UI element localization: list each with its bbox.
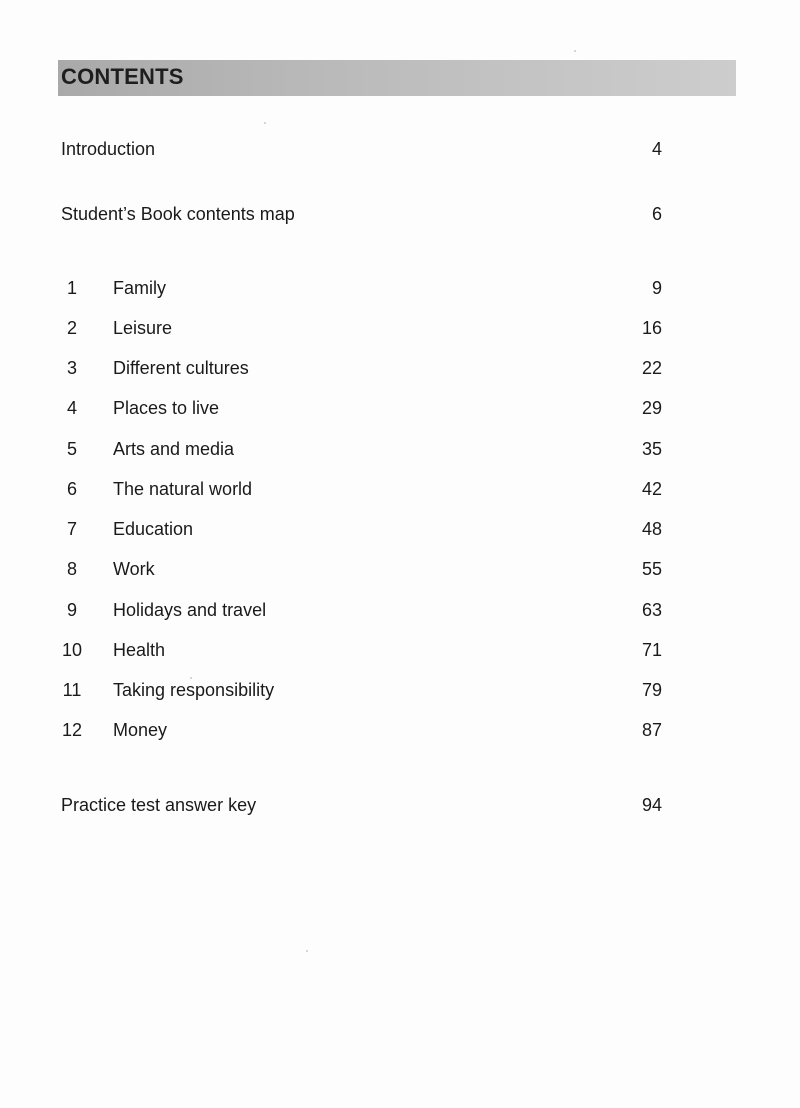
scan-speck xyxy=(574,50,576,52)
contents-header-bar xyxy=(58,60,736,96)
chapter-number: 10 xyxy=(61,640,83,660)
chapter-page: 16 xyxy=(641,318,662,338)
toc-chapter-row xyxy=(0,436,800,462)
chapter-page: 22 xyxy=(641,358,662,378)
chapter-title: Money xyxy=(113,720,168,740)
chapter-page: 9 xyxy=(651,278,662,298)
toc-entry-page: 94 xyxy=(641,795,662,815)
toc-chapter-row xyxy=(0,476,800,502)
toc-entry-page: 6 xyxy=(651,204,662,224)
scan-speck xyxy=(190,677,192,679)
chapter-page: 87 xyxy=(641,720,662,740)
chapter-number: 9 xyxy=(66,600,77,620)
toc-chapter-row xyxy=(0,275,800,301)
toc-chapter-row xyxy=(0,355,800,381)
toc-entry-label: Practice test answer key xyxy=(61,795,257,815)
chapter-number: 12 xyxy=(61,720,83,740)
chapter-page: 55 xyxy=(641,559,662,579)
scan-speck xyxy=(264,122,266,124)
toc-entry-introduction xyxy=(0,136,800,162)
chapter-number: 3 xyxy=(66,358,77,378)
toc-chapter-row xyxy=(0,395,800,421)
chapter-title: The natural world xyxy=(113,479,253,499)
chapter-page: 71 xyxy=(641,640,662,660)
chapter-title: Different cultures xyxy=(113,358,249,378)
chapter-page: 42 xyxy=(641,479,662,499)
toc-chapter-row xyxy=(0,315,800,341)
page-title: CONTENTS xyxy=(61,64,184,89)
chapter-number: 6 xyxy=(66,479,77,499)
toc-chapter-row xyxy=(0,637,800,663)
chapter-title: Education xyxy=(113,519,194,539)
chapter-number: 11 xyxy=(62,680,82,700)
chapter-number: 5 xyxy=(66,439,77,459)
chapter-title: Leisure xyxy=(113,318,173,338)
toc-chapter-row xyxy=(0,677,800,703)
chapter-title: Taking responsibility xyxy=(113,680,275,700)
toc-entry-label: Introduction xyxy=(61,139,156,159)
toc-chapter-row xyxy=(0,717,800,743)
chapter-title: Arts and media xyxy=(113,439,235,459)
chapter-page: 35 xyxy=(641,439,662,459)
chapter-page: 29 xyxy=(641,398,662,418)
chapter-title: Holidays and travel xyxy=(113,600,267,620)
chapter-title: Places to live xyxy=(113,398,220,418)
chapter-number: 2 xyxy=(66,318,77,338)
scan-speck xyxy=(306,950,308,952)
chapter-number: 7 xyxy=(66,519,77,539)
chapter-title: Family xyxy=(113,278,166,298)
chapter-page: 48 xyxy=(641,519,662,539)
toc-chapter-row xyxy=(0,597,800,623)
toc-chapter-row xyxy=(0,516,800,542)
chapter-number: 4 xyxy=(66,398,77,418)
toc-entry-label: Student’s Book contents map xyxy=(61,204,295,224)
toc-entry-contents-map xyxy=(0,201,800,227)
chapter-page: 79 xyxy=(641,680,662,700)
toc-entry-answer-key xyxy=(0,792,800,818)
chapter-title: Health xyxy=(113,640,166,660)
toc-entry-page: 4 xyxy=(651,139,662,159)
toc-chapter-row xyxy=(0,556,800,582)
chapter-page: 63 xyxy=(641,600,662,620)
chapter-number: 1 xyxy=(66,278,77,298)
chapter-number: 8 xyxy=(66,559,77,579)
chapter-title: Work xyxy=(113,559,155,579)
